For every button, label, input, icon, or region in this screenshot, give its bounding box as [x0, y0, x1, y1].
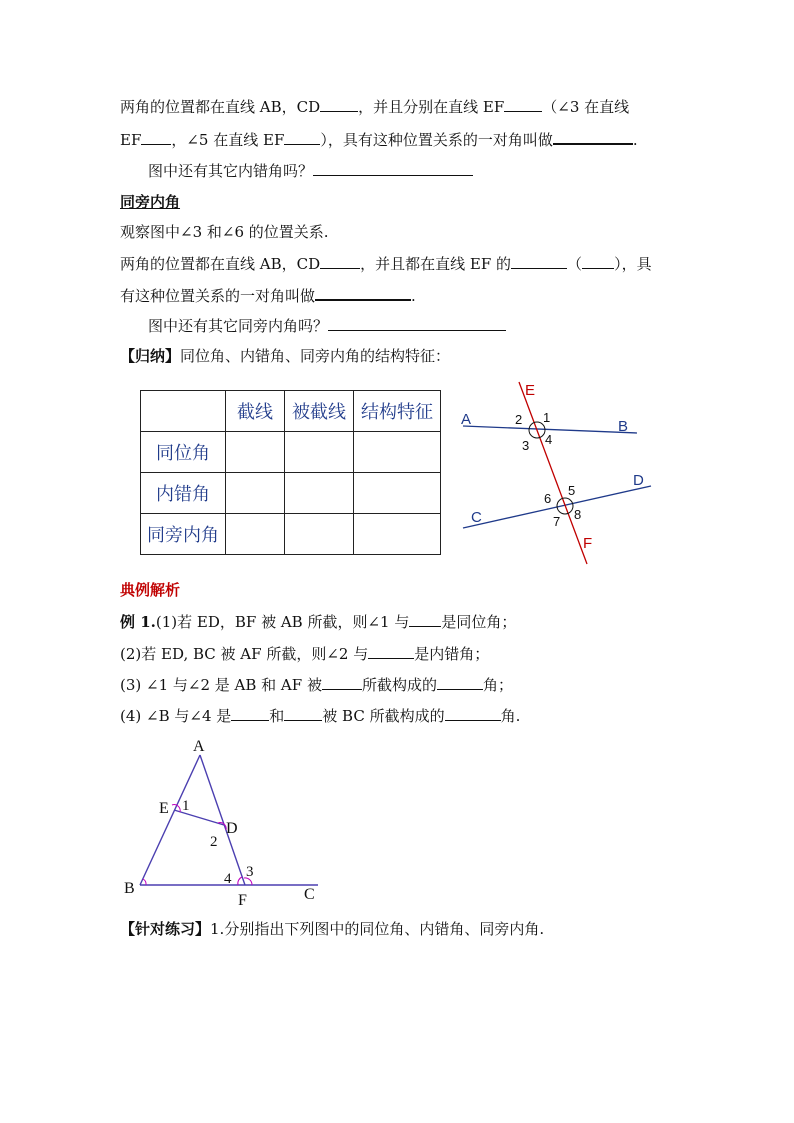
blank[interactable]	[368, 644, 414, 659]
blank[interactable]	[582, 254, 614, 269]
label-a: A	[461, 411, 472, 428]
angle-label: 1	[182, 798, 190, 814]
section-title-same-side: 同旁内角	[120, 193, 181, 211]
para1-line1: 两角的位置都在直线 AB，CD ，并且分别在直线 EF （∠3 在直线	[120, 98, 630, 116]
table-corner	[141, 391, 226, 432]
label-e: E	[525, 382, 536, 399]
practice-line: 【针对练习】1.分别指出下列图中的同位角、内错角、同旁内角.	[120, 920, 545, 938]
angle-label: 6	[544, 491, 552, 506]
angle-arc-b	[143, 879, 146, 885]
label-d: D	[633, 472, 644, 489]
label-a: A	[193, 738, 205, 755]
line-ef	[519, 382, 587, 564]
angle-label: 4	[545, 432, 553, 447]
blank[interactable]	[315, 285, 411, 301]
header-cell: 被截线	[285, 391, 354, 432]
table-cell[interactable]	[226, 514, 285, 555]
para1-line2: EF ，∠5 在直线 EF ），具有这种位置关系的一对角叫做 .	[120, 131, 638, 149]
row-header: 内错角	[141, 473, 226, 514]
blank[interactable]	[553, 129, 633, 145]
angle-label: 5	[568, 483, 576, 498]
table-cell[interactable]	[226, 473, 285, 514]
angle-arc-4	[238, 877, 242, 885]
angle-label: 8	[574, 507, 582, 522]
observe-line: 观察图中∠3 和∠6 的位置关系.	[120, 223, 329, 241]
figure-triangle	[118, 735, 338, 910]
angle-label: 2	[210, 834, 218, 850]
angle-label: 1	[543, 410, 551, 425]
blank[interactable]	[320, 97, 358, 112]
para1-line3: 图中还有其它内错角吗？	[148, 161, 473, 181]
angle-label: 3	[522, 438, 530, 453]
section2-line1: 两角的位置都在直线 AB，CD ，并且都在直线 EF 的 （ ），具	[120, 255, 652, 273]
blank[interactable]	[445, 706, 501, 721]
label-d: D	[226, 820, 238, 837]
table-cell[interactable]	[285, 432, 354, 473]
section2-line3: 图中还有其它同旁内角吗？	[148, 316, 506, 336]
label-c: C	[471, 509, 482, 526]
label-e: E	[159, 800, 169, 817]
blank[interactable]	[313, 161, 473, 176]
blank[interactable]	[437, 675, 483, 690]
row-header: 同旁内角	[141, 514, 226, 555]
angle-label: 3	[246, 864, 254, 880]
example-q4: (4) ∠B 与∠4 是 和 被 BC 所截构成的 角.	[120, 707, 521, 725]
blank[interactable]	[141, 130, 171, 145]
figure-transversal	[455, 378, 675, 578]
label-f: F	[238, 892, 247, 909]
table-cell[interactable]	[285, 514, 354, 555]
example-q2: (2)若 ED, BC 被 AF 所截，则∠2 与 是内错角；	[120, 645, 490, 663]
blank[interactable]	[504, 97, 542, 112]
blank[interactable]	[284, 130, 320, 145]
example-title: 典例解析	[120, 581, 181, 599]
label-f: F	[583, 535, 593, 552]
segment-ab	[140, 755, 200, 885]
table-cell[interactable]	[285, 473, 354, 514]
label-b: B	[124, 880, 135, 897]
row-header: 同位角	[141, 432, 226, 473]
table-cell[interactable]	[226, 432, 285, 473]
label-b: B	[618, 418, 629, 435]
table-cell[interactable]	[354, 432, 441, 473]
blank[interactable]	[409, 612, 441, 627]
table-cell[interactable]	[354, 514, 441, 555]
header-cell: 截线	[226, 391, 285, 432]
blank[interactable]	[231, 706, 269, 721]
summary-table	[140, 390, 441, 555]
blank[interactable]	[328, 316, 506, 331]
table-cell[interactable]	[354, 473, 441, 514]
blank[interactable]	[511, 254, 567, 269]
blank[interactable]	[284, 706, 322, 721]
header-cell: 结构特征	[354, 391, 441, 432]
angle-label: 2	[515, 412, 523, 427]
section2-line2: 有这种位置关系的一对角叫做 .	[120, 287, 416, 305]
blank[interactable]	[322, 675, 362, 690]
example-q1: 例 1.(1)若 ED，BF 被 AB 所截，则∠1 与 是同位角；	[120, 613, 517, 631]
angle-label: 7	[553, 514, 561, 529]
angle-label: 4	[224, 871, 232, 887]
example-q3: (3) ∠1 与∠2 是 AB 和 AF 被 所截构成的 角；	[120, 676, 513, 694]
blank[interactable]	[320, 254, 360, 269]
label-c: C	[304, 886, 315, 903]
summary-line: 【归纳】同位角、内错角、同旁内角的结构特征：	[120, 347, 451, 365]
